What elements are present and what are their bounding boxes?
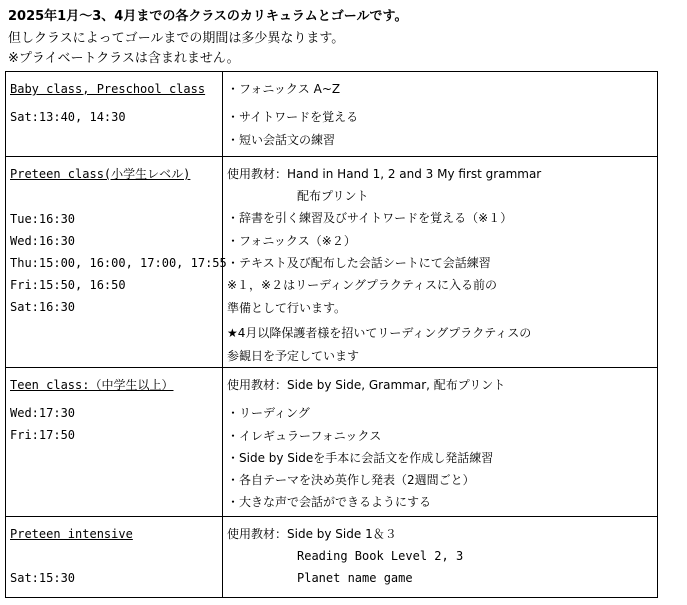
content-line: ・短い会話文の練習 <box>227 133 336 147</box>
content-line: ★4月以降保護者様を招いてリーディングプラクティスの <box>227 326 532 340</box>
content-line: ・サイトワードを覚える <box>227 110 359 124</box>
class-schedule: Wed:17:30 <box>10 406 76 420</box>
content-line: Reading Book Level 2, 3 <box>297 549 464 563</box>
content-line: ・各自テーマを決め英作し発表（2週間ごと） <box>227 473 475 487</box>
class-schedule: Sat:15:30 <box>10 571 76 585</box>
class-schedule: Tue:16:30 <box>10 212 76 226</box>
content-line: ・Side by Sideを手本に会話文を作成し発話練習 <box>227 451 494 465</box>
content-line: 配布プリント <box>297 189 369 203</box>
class-schedule: Wed:16:30 <box>10 234 76 248</box>
content-line: Planet name game <box>297 571 413 585</box>
class-schedule: Fri:15:50, 16:50 <box>10 278 126 292</box>
curriculum-table <box>5 71 658 598</box>
intro-disclaimer: ※プライベートクラスは含まれません。 <box>8 51 240 66</box>
content-line: ・フォニックス（※２） <box>227 234 356 248</box>
content-line: 使用教材：Side by Side 1＆３ <box>227 527 397 541</box>
content-line: 使用教材：Hand in Hand 1, 2 and 3 My first grammar <box>227 167 542 181</box>
class-schedule: Sat:16:30 <box>10 300 76 314</box>
class-name: Teen class:（中学生以上） <box>10 378 174 392</box>
table-row <box>6 517 658 598</box>
table-row <box>6 157 658 368</box>
content-line: 準備として行います。 <box>227 301 347 315</box>
class-name: Preteen intensive <box>10 527 133 541</box>
content-line: 使用教材：Side by Side, Grammar, 配布プリント <box>227 378 506 392</box>
content-line: ※１，※２はリーディングプラクティスに入る前の <box>227 278 497 292</box>
content-line: 参観日を予定しています <box>227 349 360 363</box>
content-line: ・フォニックス A~Z <box>227 82 341 96</box>
content-line: ・テキスト及び配布した会話シートにて会話練習 <box>227 256 491 270</box>
content-line: ・辞書を引く練習及びサイトワードを覚える（※１） <box>227 211 513 225</box>
content-line: ・大きな声で会話ができるようにする <box>227 495 432 509</box>
table-row <box>6 368 658 517</box>
class-schedule: Fri:17:50 <box>10 428 76 442</box>
class-schedule: Thu:15:00, 16:00, 17:00, 17:55 <box>10 256 227 270</box>
intro-note: 但しクラスによってゴールまでの期間は多少異なります。 <box>8 31 345 46</box>
page-title: 2025年1月〜3、4月までの各クラスのカリキュラムとゴールです。 <box>8 9 408 24</box>
class-schedule: Sat:13:40, 14:30 <box>10 110 126 124</box>
content-line: ・イレギュラーフォニックス <box>227 429 382 443</box>
class-name: Baby class, Preschool class <box>10 82 206 96</box>
class-name: Preteen class(小学生レベル) <box>10 167 191 181</box>
content-line: ・リーディング <box>227 406 310 420</box>
table-row <box>6 72 658 157</box>
